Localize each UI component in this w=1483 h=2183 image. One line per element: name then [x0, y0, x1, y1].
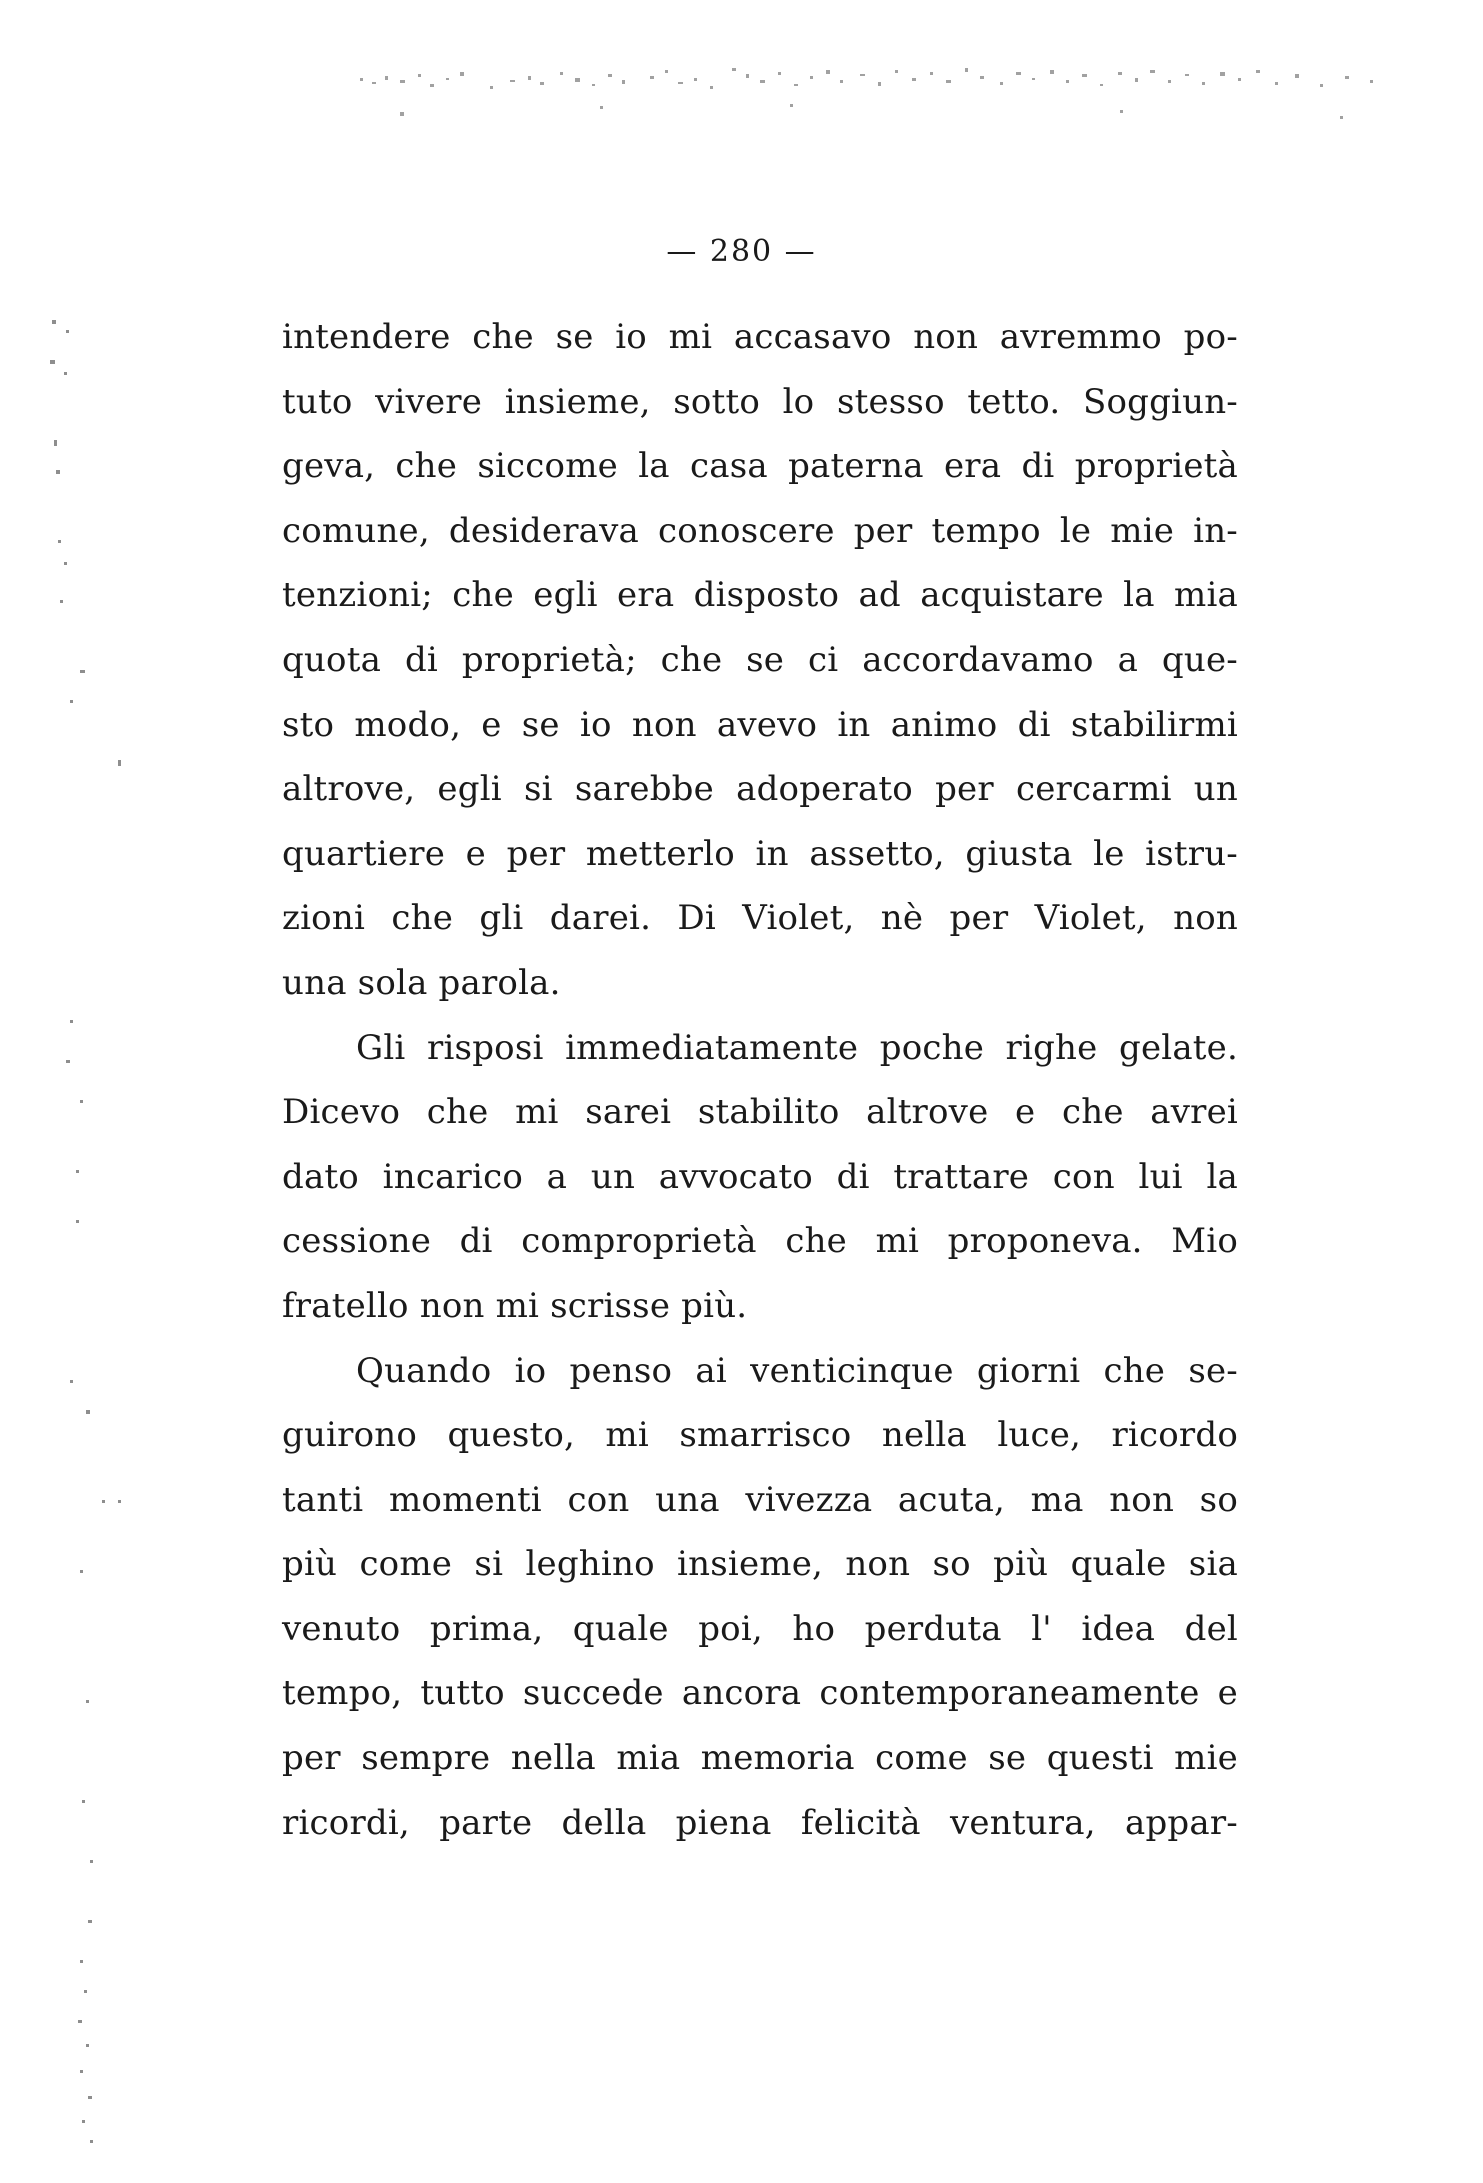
- text-line: altrove, egli si sarebbe adoperato per cercarmi un: [282, 769, 1238, 810]
- text-line: una sola parola.: [282, 962, 561, 1003]
- body-text: [282, 305, 1238, 1855]
- text-line: sto modo, e se io non avevo in animo di stabilirmi: [282, 704, 1238, 745]
- text-line: tuto vivere insieme, sotto lo stesso tetto. Soggiun-: [282, 381, 1238, 422]
- text-line: Dicevo che mi sarei stabilito altrove e che avrei: [282, 1092, 1238, 1133]
- text-line: tempo, tutto succede ancora contemporaneamente e: [282, 1673, 1238, 1714]
- text-line: tanti momenti con una vivezza acuta, ma non so: [282, 1479, 1238, 1520]
- text-line: ricordi, parte della piena felicità ventura, appar-: [282, 1802, 1238, 1843]
- text-line: comune, desiderava conoscere per tempo le mie in-: [282, 510, 1238, 551]
- text-line: Quando io penso ai venticinque giorni che se-: [356, 1350, 1238, 1391]
- page-number: — 280 —: [666, 234, 817, 269]
- scan-noise-top: [360, 60, 1390, 130]
- text-line: dato incarico a un avvocato di trattare con lui la: [282, 1156, 1238, 1197]
- text-line: venuto prima, quale poi, ho perduta l' idea del: [282, 1608, 1238, 1649]
- text-line: zioni che gli darei. Di Violet, nè per Violet, non: [282, 898, 1238, 939]
- text-line: geva, che siccome la casa paterna era di proprietà: [282, 446, 1238, 487]
- text-line: cessione di comproprietà che mi proponeva. Mio: [282, 1221, 1238, 1262]
- text-line: più come si leghino insieme, non so più quale sia: [282, 1544, 1238, 1585]
- text-line: quartiere e per metterlo in assetto, giusta le istru-: [282, 833, 1238, 874]
- scan-noise-margin: [30, 300, 140, 2150]
- text-line: per sempre nella mia memoria come se questi mie: [282, 1738, 1238, 1779]
- text-line: fratello non mi scrisse più.: [282, 1285, 748, 1326]
- text-line: intendere che se io mi accasavo non avremmo po-: [282, 317, 1238, 357]
- text-line: quota di proprietà; che se ci accordavamo a que-: [282, 639, 1238, 680]
- text-line: tenzioni; che egli era disposto ad acquistare la mia: [282, 575, 1238, 616]
- text-line: guirono questo, mi smarrisco nella luce, ricordo: [282, 1415, 1238, 1456]
- text-line: Gli risposi immediatamente poche righe gelate.: [356, 1027, 1238, 1068]
